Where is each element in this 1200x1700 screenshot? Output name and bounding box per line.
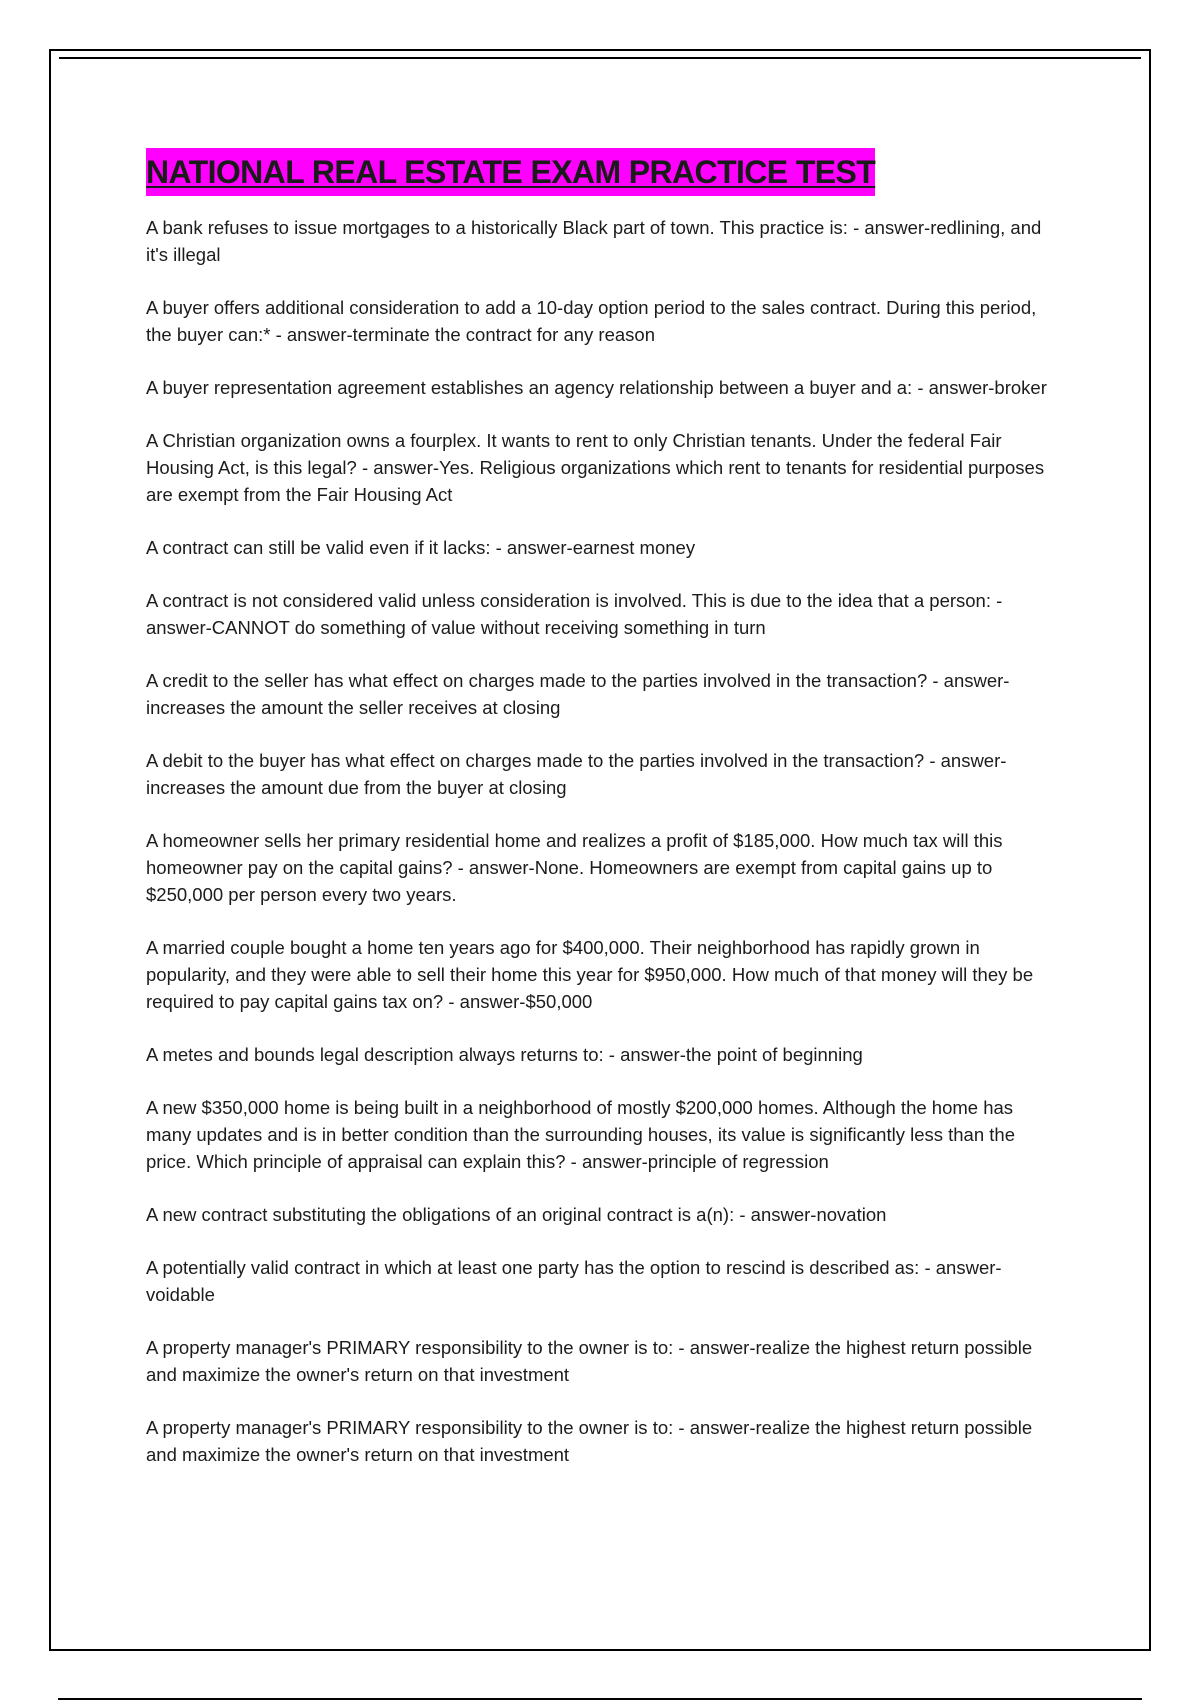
qa-list — [146, 214, 1061, 1468]
qa-item: A property manager's PRIMARY responsibility to the owner is to: - answer-realize the highest return possible and maximize the owner's return on that investment — [146, 1337, 1033, 1385]
frame-top-rule — [59, 57, 1141, 59]
qa-item: A debit to the buyer has what effect on charges made to the parties involved in the transaction? - answer-increases the amount due from the buyer at closing — [146, 750, 1007, 798]
qa-item: A buyer offers additional consideration to add a 10-day option period to the sales contract. During this period, the buyer can:* - answer-terminate the contract for any reason — [146, 297, 1037, 345]
qa-item: A credit to the seller has what effect on charges made to the parties involved in the transaction? - answer-increases the amount the seller receives at closing — [146, 670, 1010, 718]
qa-item: A new contract substituting the obligations of an original contract is a(n): - answer-novation — [146, 1204, 887, 1225]
qa-item: A property manager's PRIMARY responsibility to the owner is to: - answer-realize the highest return possible and maximize the owner's return on that investment — [146, 1417, 1033, 1465]
qa-item: A contract is not considered valid unless consideration is involved. This is due to the idea that a person: - answer-CANNOT do something of value without receiving something in turn — [146, 590, 1003, 638]
qa-item: A metes and bounds legal description always returns to: - answer-the point of beginning — [146, 1044, 863, 1065]
qa-item: A buyer representation agreement establishes an agency relationship between a buyer and a: - answer-broker — [146, 377, 1047, 398]
qa-item: A potentially valid contract in which at least one party has the option to rescind is described as: - answer-voidable — [146, 1257, 1002, 1305]
qa-item: A bank refuses to issue mortgages to a historically Black part of town. This practice is: - answer-redlining, and it's illegal — [146, 217, 1042, 265]
qa-item: A contract can still be valid even if it lacks: - answer-earnest money — [146, 537, 696, 558]
qa-item: A married couple bought a home ten years ago for $400,000. Their neighborhood has rapidly grown in popularity, and they were able to sell their home this year for $950,000. How much of that money will they be required to pay capital gains tax on? - answer-$50,000 — [146, 937, 1034, 1012]
document-body — [146, 148, 1061, 1494]
qa-item: A new $350,000 home is being built in a neighborhood of mostly $200,000 homes. Although the home has many updates and is in better condition than the surrounding houses, its value is significantly less than the price. Which principle of appraisal can explain this? - answer-principle of regression — [146, 1097, 1015, 1172]
document-title: NATIONAL REAL ESTATE EXAM PRACTICE TEST — [146, 148, 875, 196]
qa-item: A Christian organization owns a fourplex. It wants to rent to only Christian tenants. Under the federal Fair Housing Act, is this legal? - answer-Yes. Religious organizations which rent to tenants for residential purposes are exempt from the Fair Housing Act — [146, 430, 1045, 505]
qa-item: A homeowner sells her primary residential home and realizes a profit of $185,000. How much tax will this homeowner pay on the capital gains? - answer-None. Homeowners are exempt from capital gains up to $250,000 per person every two years. — [146, 830, 1003, 905]
